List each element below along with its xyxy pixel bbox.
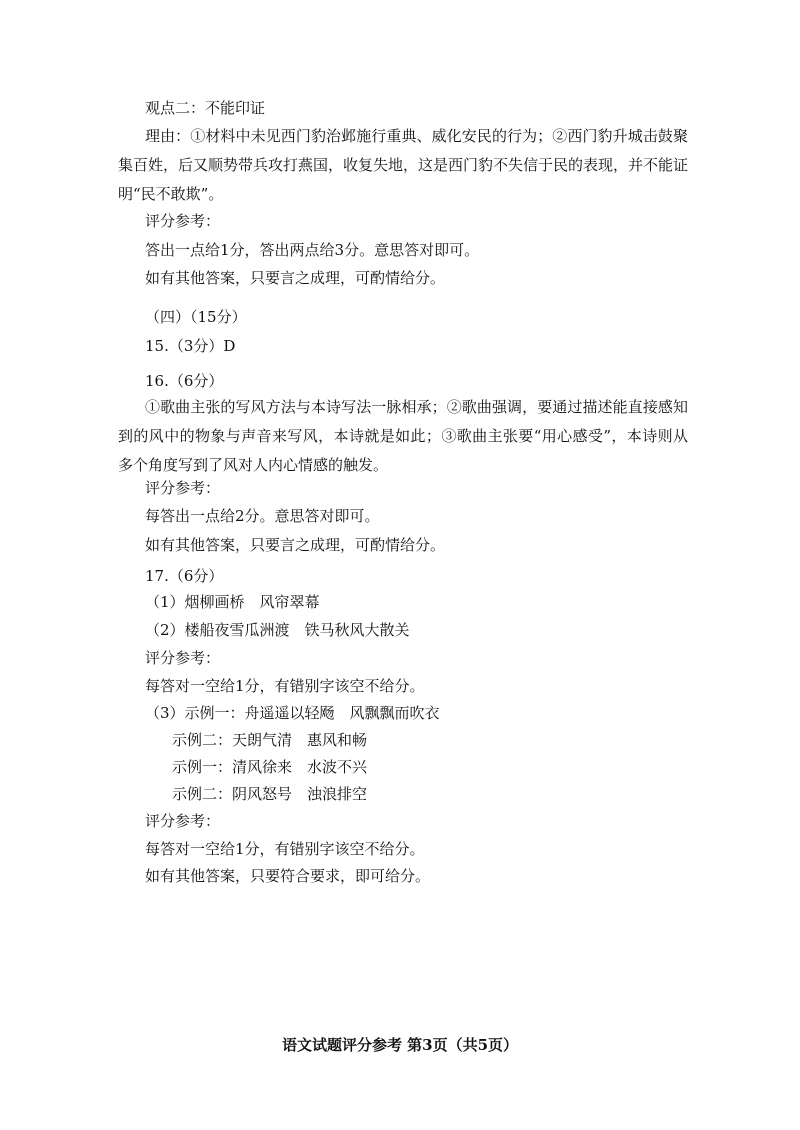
q17-grading-b1: 每答对一空给1分，有错别字该空不给分。 bbox=[145, 840, 425, 858]
q17-grading-a: 每答对一空给1分，有错别字该空不给分。 bbox=[145, 677, 425, 695]
q16-grading-label: 评分参考： bbox=[145, 479, 221, 497]
q17-grading-label-b: 评分参考： bbox=[145, 812, 221, 830]
q17-item-3-example-4: 示例二：阴风怒号 浊浪排空 bbox=[172, 785, 368, 803]
q16-answer: ①歌曲主张的写风方法与本诗写法一脉相承；②歌曲强调，要通过描述能直接感知到的风中的物象与声音来写风，本诗就是如此；③歌曲主张要“用心感受”，本诗则从多个角度写到了风对人内心情感的触发。 bbox=[118, 398, 688, 474]
viewpoint2-grading-label: 评分参考： bbox=[145, 212, 221, 230]
q17-grading-b2: 如有其他答案，只要符合要求，即可给分。 bbox=[145, 867, 431, 885]
page-footer: 语文试题评分参考 第3页（共5页） bbox=[281, 1036, 519, 1054]
q15-answer: 15.（3分）D bbox=[145, 337, 236, 355]
q17-heading: 17.（6分） bbox=[145, 567, 224, 585]
q17-item-3-example-2: 示例二：天朗气清 惠风和畅 bbox=[172, 731, 368, 749]
q16-grading-1: 每答出一点给2分。意思答对即可。 bbox=[145, 507, 380, 525]
viewpoint2-grading-1: 答出一点给1分，答出两点给3分。意思答对即可。 bbox=[145, 241, 480, 259]
q17-item-3-example-1: （3）示例一：舟遥遥以轻飏 风飘飘而吹衣 bbox=[145, 704, 440, 722]
viewpoint2-grading-2: 如有其他答案，只要言之成理，可酌情给分。 bbox=[145, 269, 446, 287]
q16-grading-2: 如有其他答案，只要言之成理，可酌情给分。 bbox=[145, 536, 446, 554]
q17-item-2: （2）楼船夜雪瓜洲渡 铁马秋风大散关 bbox=[145, 621, 410, 639]
q17-item-3-example-3: 示例一：清风徐来 水波不兴 bbox=[172, 758, 368, 776]
q17-item-1: （1）烟柳画桥 风帘翠幕 bbox=[145, 593, 320, 611]
section4-heading: （四）（15分） bbox=[145, 308, 247, 326]
q17-grading-label-a: 评分参考： bbox=[145, 649, 221, 667]
viewpoint2-reason: 理由：①材料中未见西门豹治邺施行重典、威化安民的行为；②西门豹升城击鼓聚集百姓，后又顺势带兵攻打燕国，收复失地，这是西门豹不失信于民的表现，并不能证明“民不敢欺”。 bbox=[118, 127, 689, 203]
viewpoint2-heading: 观点二：不能印证 bbox=[145, 99, 266, 117]
q16-heading: 16.（6分） bbox=[145, 372, 224, 390]
